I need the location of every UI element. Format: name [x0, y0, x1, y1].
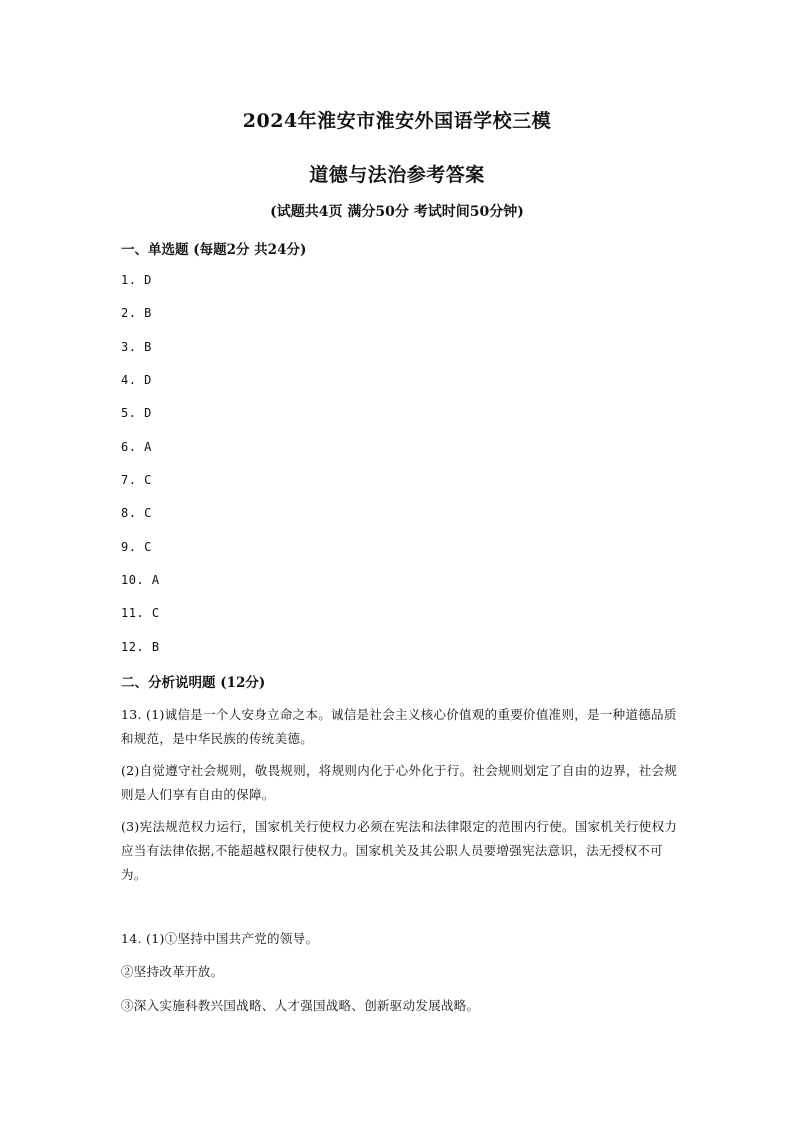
- answer-item: 4. D: [121, 373, 152, 387]
- answer-item: 12. B: [121, 640, 160, 654]
- answer-item: 7. C: [121, 473, 152, 487]
- answer-item: 3. B: [121, 340, 152, 354]
- answer-item: 9. C: [121, 540, 152, 554]
- answer-item: 6. A: [121, 440, 152, 454]
- answer-paragraph: ②坚持改革开放。: [121, 964, 224, 979]
- answer-item: 10. A: [121, 573, 160, 587]
- answer-item: 2. B: [121, 306, 152, 320]
- section-heading-analysis: 二、分析说明题 (12分): [121, 675, 266, 691]
- answer-item: 5. D: [121, 406, 152, 420]
- section-heading-multiple-choice: 一、单选题 (每题2分 共24分): [121, 242, 307, 258]
- answer-item: 11. C: [121, 606, 160, 620]
- answer-item: 8. C: [121, 506, 152, 520]
- answer-paragraph: (3)宪法规范权力运行，国家机关行使权力必须在宪法和法律限定的范围内行使。国家机关行使权力应当有法律依据,不能超越权限行使权力。国家机关及其公职人员要增强宪法意识，法无授权不可为。: [121, 819, 678, 882]
- answer-paragraph: 13. (1)诚信是一个人安身立命之本。诚信是社会主义核心价值观的重要价值准则，是一种道德品质和规范，是中华民族的传统美德。: [121, 707, 677, 746]
- answer-paragraph: (2)自觉遵守社会规则，敬畏规则，将规则内化于心外化于行。社会规则划定了自由的边界，社会规则是人们享有自由的保障。: [121, 763, 678, 802]
- answer-paragraph: ③深入实施科教兴国战略、人才强国战略、创新驱动发展战略。: [121, 998, 480, 1013]
- answer-item: 1. D: [121, 273, 152, 287]
- exam-info: (试题共4页 满分50分 考试时间50分钟): [270, 204, 524, 220]
- answer-paragraph: 14. (1)①坚持中国共产党的领导。: [121, 931, 319, 946]
- document-title: 2024年淮安市淮安外国语学校三模: [242, 110, 552, 132]
- document-subject-title: 道德与法治参考答案: [309, 164, 485, 186]
